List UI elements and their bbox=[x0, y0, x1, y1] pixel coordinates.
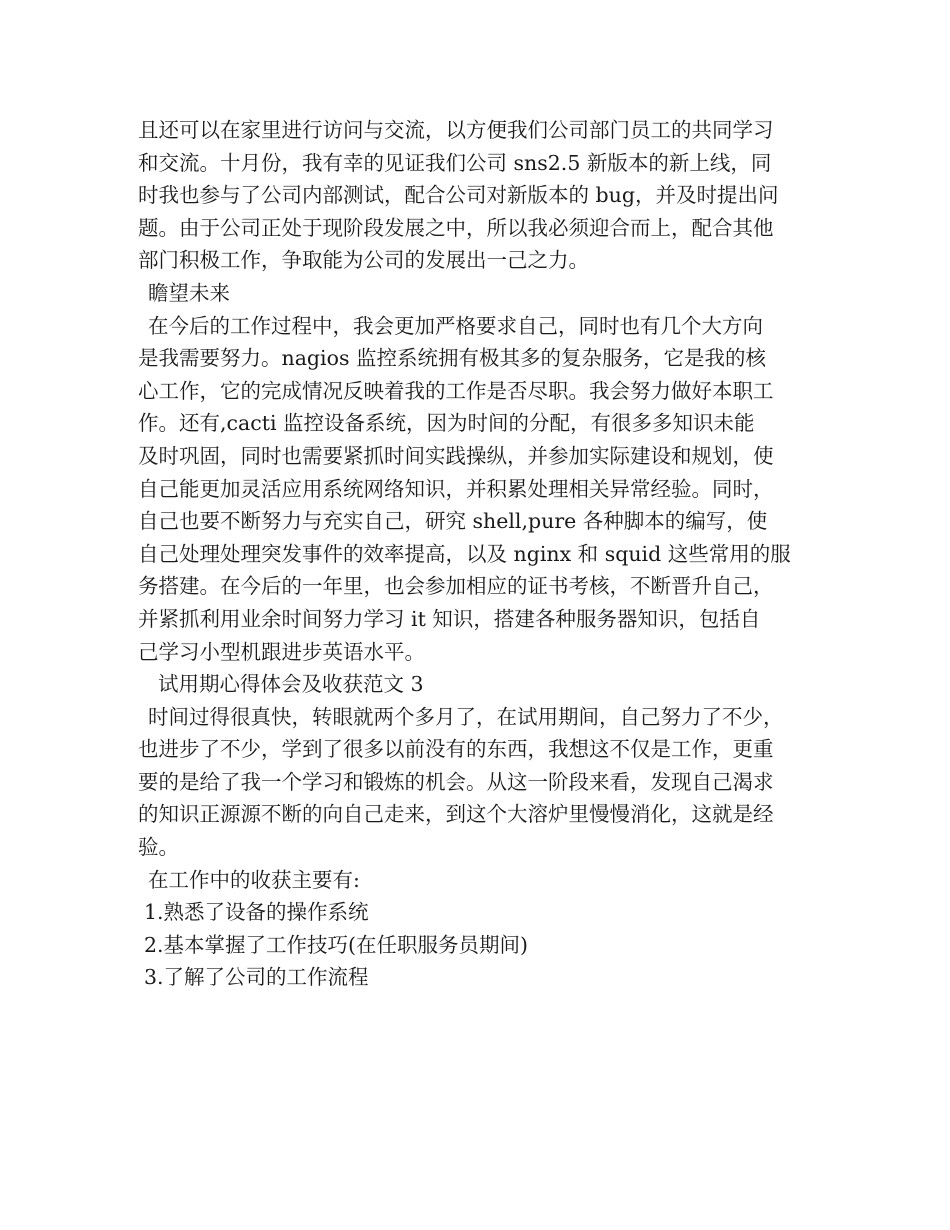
list-item: 3.了解了公司的工作流程 bbox=[144, 965, 369, 990]
text-line: 也进步了不少，学到了很多以前没有的东西，我想这不仅是工作，更重 bbox=[138, 737, 774, 762]
text-line: 时我也参与了公司内部测试，配合公司对新版本的 bug，并及时提出问 bbox=[138, 183, 779, 208]
text-line: 自己处理处理突发事件的效率提高，以及 nginx 和 squid 这些常用的服 bbox=[138, 541, 791, 566]
list-item: 2.基本掌握了工作技巧(在任职服务员期间) bbox=[144, 932, 529, 957]
text-line: 且还可以在家里进行访问与交流，以方便我们公司部门员工的共同学习 bbox=[138, 118, 774, 142]
text-line: 时间过得很真快，转眼就两个多月了，在试用期间，自己努力了不少， bbox=[148, 704, 784, 729]
text-line: 是我需要努力。nagios 监控系统拥有极其多的复杂服务，它是我的核 bbox=[138, 346, 766, 371]
section-heading: 瞻望未来 bbox=[148, 280, 230, 305]
text-line: 在今后的工作过程中，我会更加严格要求自己，同时也有几个大方向 bbox=[148, 313, 763, 338]
text-line: 和交流。十月份，我有幸的见证我们公司 sns2.5 新版本的新上线，同 bbox=[138, 150, 772, 175]
text-line: 己学习小型机跟进步英语水平。 bbox=[138, 639, 425, 664]
list-item: 1.熟悉了设备的操作系统 bbox=[144, 900, 369, 925]
text-line: 部门积极工作，争取能为公司的发展出一己之力。 bbox=[138, 248, 589, 273]
text-line: 自己能更加灵活应用系统网络知识，并积累处理相关异常经验。同时， bbox=[138, 476, 774, 501]
text-line: 的知识正源源不断的向自己走来，到这个大溶炉里慢慢消化，这就是经 bbox=[138, 802, 774, 827]
text-line: 并紧抓利用业余时间努力学习 it 知识，搭建各种服务器知识，包括自 bbox=[138, 606, 761, 631]
text-line: 自己也要不断努力与充实自己，研究 shell,pure 各种脚本的编写，使 bbox=[138, 509, 768, 534]
text-line: 要的是给了我一个学习和锻炼的机会。从这一阶段来看，发现自己渴求 bbox=[138, 769, 774, 794]
text-line: 心工作，它的完成情况反映着我的工作是否尽职。我会努力做好本职工 bbox=[138, 378, 774, 403]
text-line: 在工作中的收获主要有: bbox=[148, 867, 360, 892]
section-heading: 试用期心得体会及收获范文 3 bbox=[158, 672, 424, 697]
text-line: 及时巩固，同时也需要紧抓时间实践操纵，并参加实际建设和规划，使 bbox=[138, 443, 774, 468]
document-body bbox=[138, 114, 838, 994]
text-line: 务搭建。在今后的一年里，也会参加相应的证书考核，不断晋升自己， bbox=[138, 574, 774, 599]
text-line: 验。 bbox=[138, 835, 179, 860]
text-line: 作。还有,cacti 监控设备系统，因为时间的分配，有很多多知识未能 bbox=[138, 411, 755, 436]
text-line: 题。由于公司正处于现阶段发展之中，所以我必须迎合而上，配合其他 bbox=[138, 215, 774, 240]
